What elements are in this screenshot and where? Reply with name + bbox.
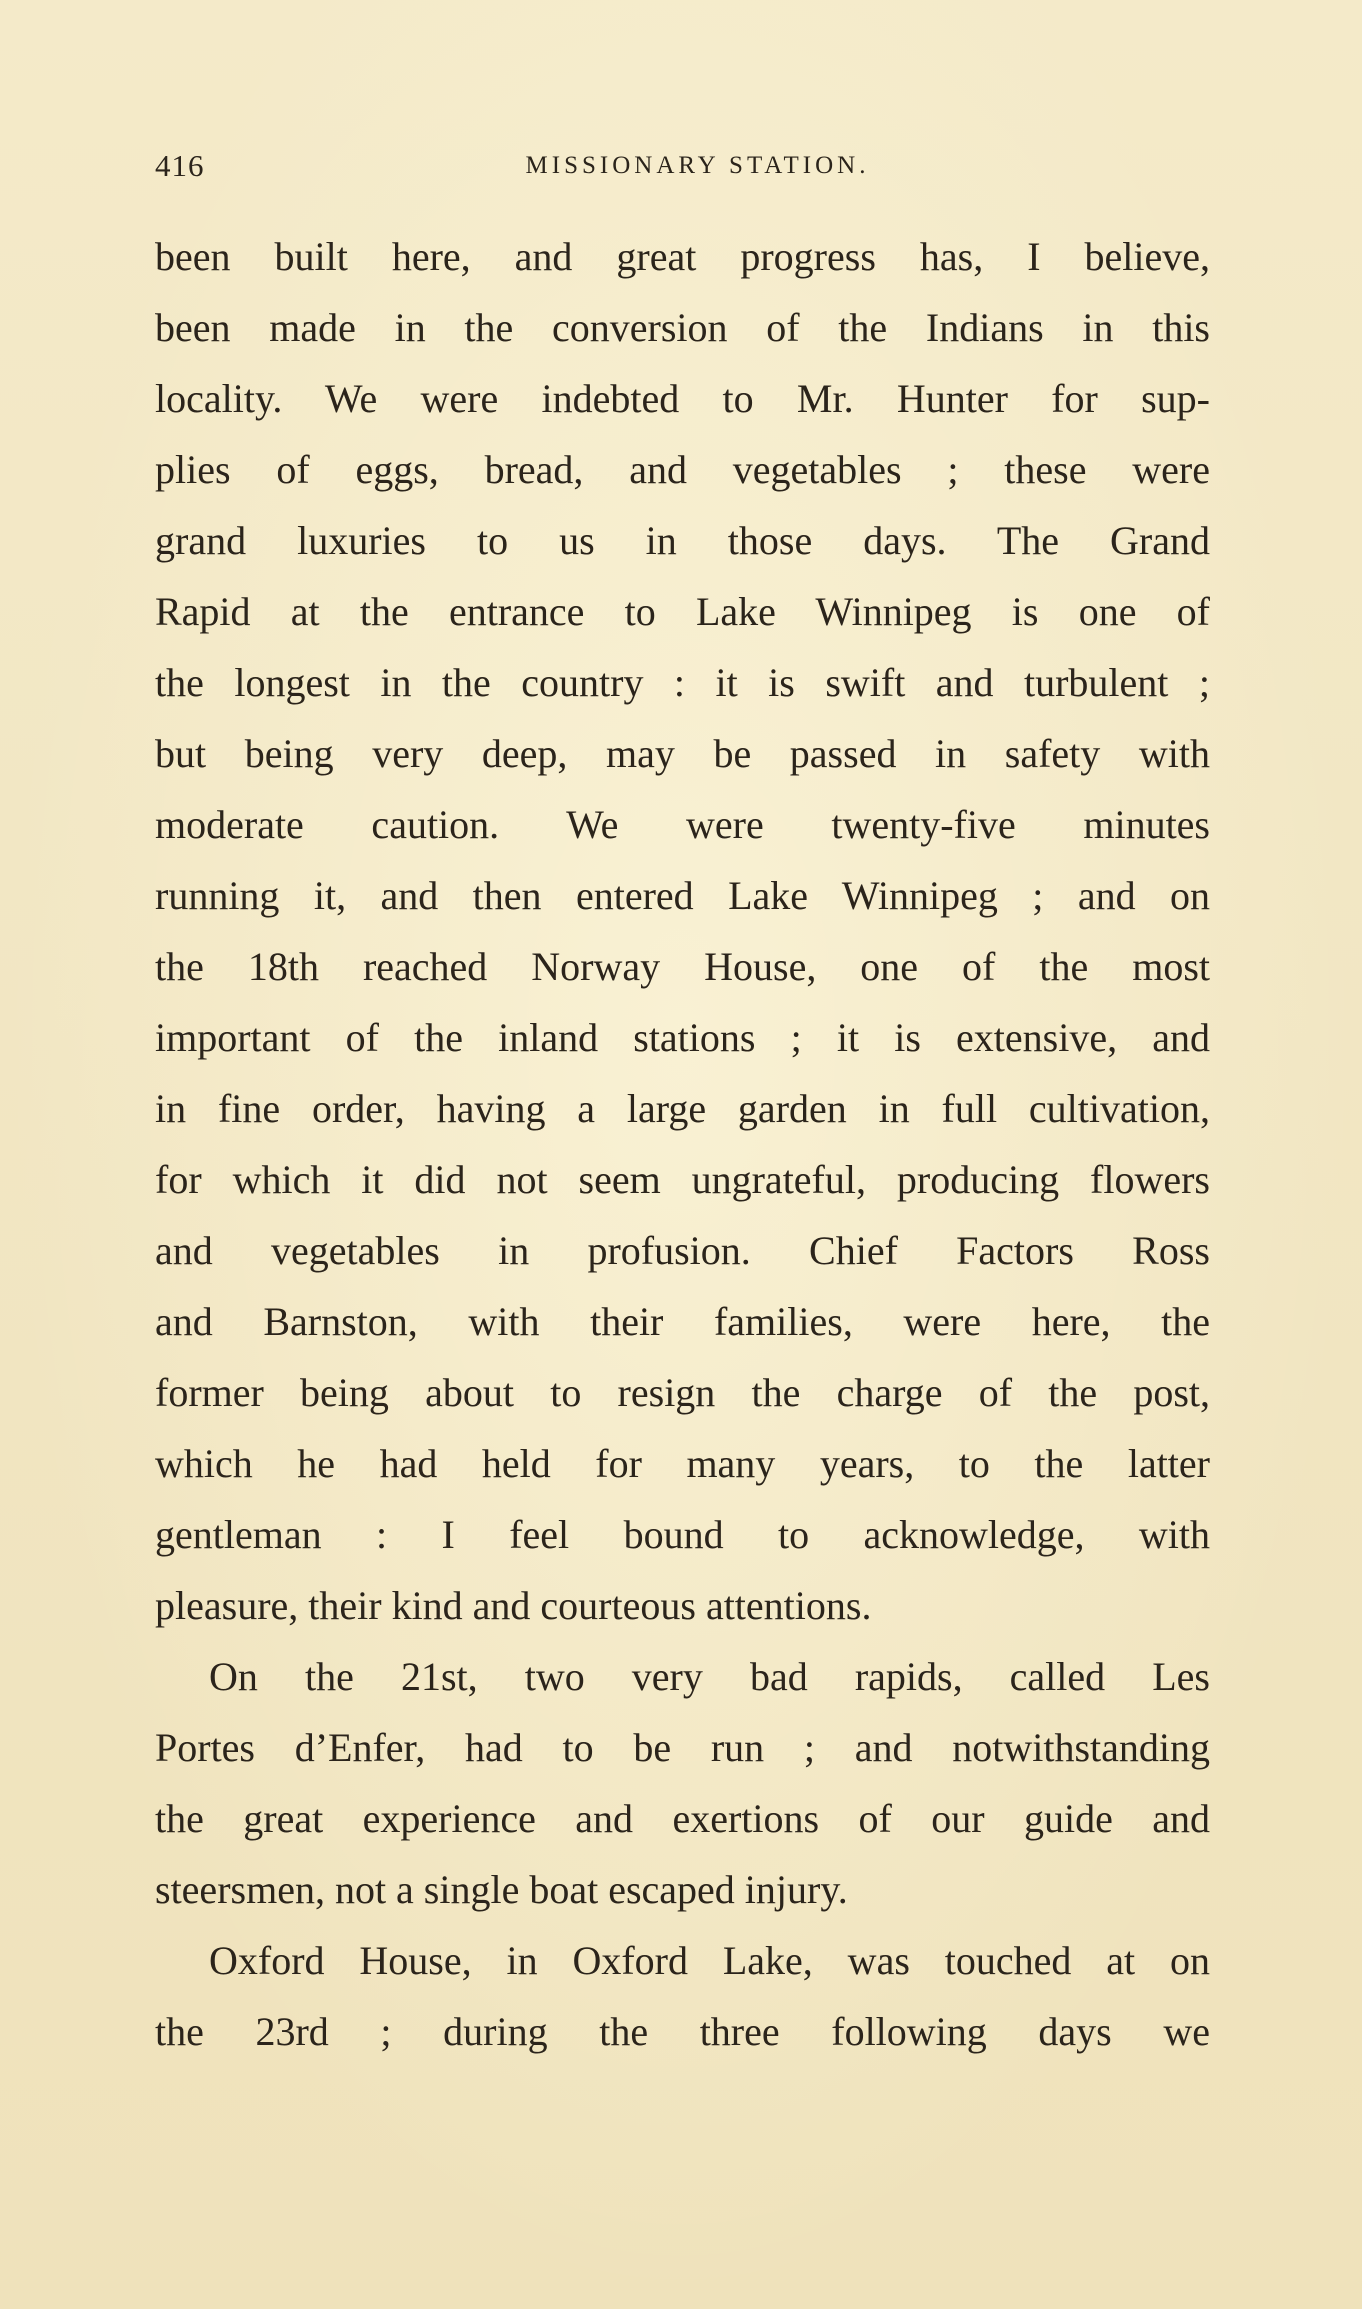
running-head	[155, 148, 1210, 188]
text-line: Oxford House, in Oxford Lake, was touched at on	[209, 1938, 1210, 1983]
text-line: plies of eggs, bread, and vegetables ; these were	[155, 447, 1210, 492]
text-line: the longest in the country : it is swift and turbulent ;	[155, 660, 1210, 705]
text-line: steersmen, not a single boat escaped injury.	[155, 1867, 848, 1912]
text-line: gentleman : I feel bound to acknowledge, with	[155, 1512, 1210, 1557]
running-title: MISSIONARY STATION.	[525, 152, 870, 179]
text-line: running it, and then entered Lake Winnipeg ; and on	[155, 873, 1210, 918]
text-line: Rapid at the entrance to Lake Winnipeg is one of	[155, 589, 1210, 634]
page-number: 416	[155, 148, 205, 183]
text-line: and Barnston, with their families, were here, the	[155, 1299, 1210, 1344]
text-line: pleasure, their kind and courteous attentions.	[155, 1583, 872, 1628]
text-line: moderate caution. We were twenty-five minutes	[155, 802, 1210, 847]
text-line: former being about to resign the charge of the post,	[155, 1370, 1210, 1415]
text-line: and vegetables in profusion. Chief Factors Ross	[155, 1228, 1210, 1273]
text-line: the 23rd ; during the three following days we	[155, 2009, 1210, 2054]
text-line: locality. We were indebted to Mr. Hunter for sup-	[155, 376, 1210, 421]
text-line: On the 21st, two very bad rapids, called Les	[209, 1654, 1210, 1699]
text-line: in fine order, having a large garden in full cultivation,	[155, 1086, 1210, 1131]
text-line: been made in the conversion of the Indians in this	[155, 305, 1210, 350]
text-line: the great experience and exertions of our guide and	[155, 1796, 1210, 1841]
text-line: but being very deep, may be passed in safety with	[155, 731, 1210, 776]
text-line: which he had held for many years, to the latter	[155, 1441, 1210, 1486]
body-text	[155, 232, 1210, 2078]
text-line: for which it did not seem ungrateful, producing flowers	[155, 1157, 1210, 1202]
text-line: important of the inland stations ; it is extensive, and	[155, 1015, 1210, 1060]
text-line: been built here, and great progress has, I believe,	[155, 234, 1210, 279]
text-line: grand luxuries to us in those days. The Grand	[155, 518, 1210, 563]
text-line: Portes d’Enfer, had to be run ; and notwithstanding	[155, 1725, 1210, 1770]
text-line: the 18th reached Norway House, one of the most	[155, 944, 1210, 989]
